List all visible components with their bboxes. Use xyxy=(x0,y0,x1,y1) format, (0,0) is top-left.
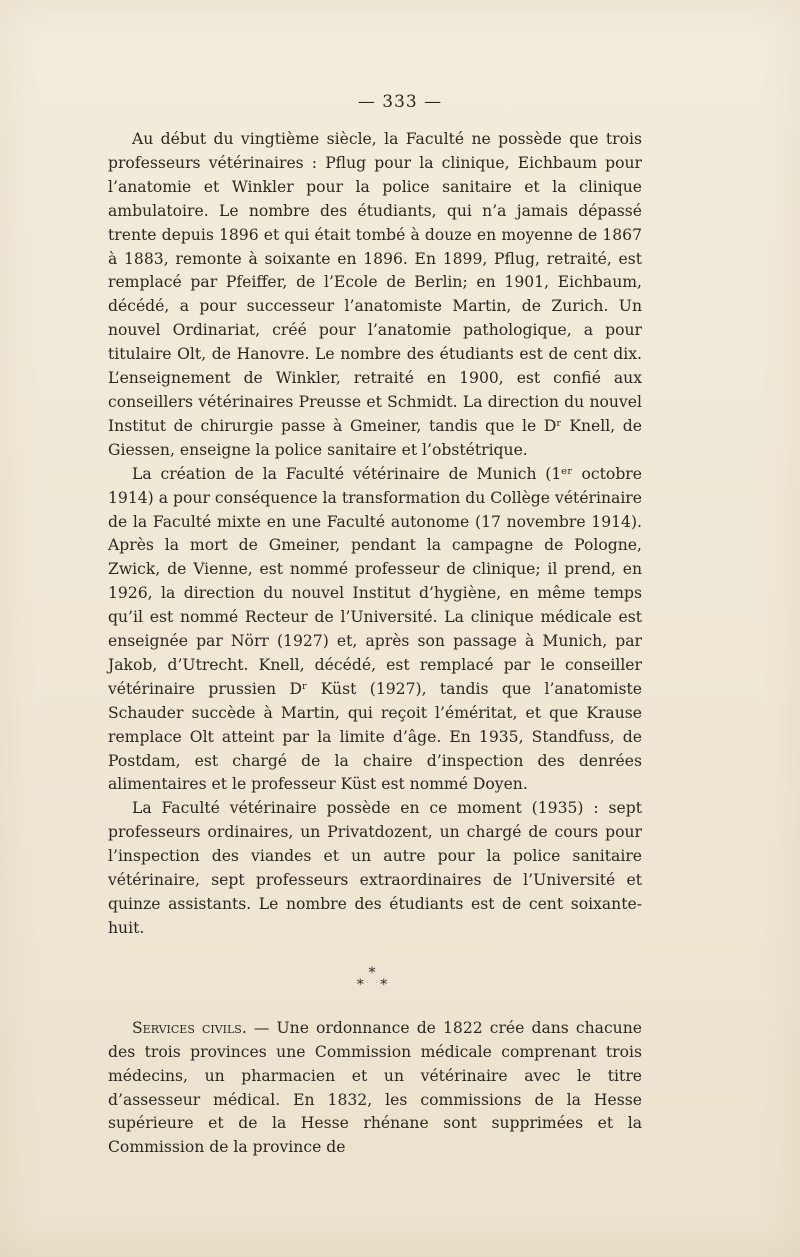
section-heading: Services civils. xyxy=(132,1018,247,1037)
asterism-top: * xyxy=(368,964,382,981)
page-number: — 333 — xyxy=(357,92,443,112)
section-separator xyxy=(108,964,642,993)
section-paragraph xyxy=(108,1017,642,1160)
paragraph: La création de la Faculté vétérinaire de Munich (1ᵉʳ octobre 1914) a pour conséquence la transformation du Collège vétérinaire de la Faculté mixte en une Faculté autonome (17 novembre 1914). Après la mort de Gmeiner, pendant la campagne de Pologne, Zwick, de Vienne, est nommé professeur de clinique; il prend, en 1926, la direction du nouvel Institut d’hygiène, en même temps qu’il est nommé Recteur de l’Université. La clinique médicale est enseignée par Nörr (1927) et, après son passage à Munich, par Jakob, d’Utrecht. Knell, décédé, est remplacé par le conseiller vétérinaire prussien Dʳ Küst (1927), tandis que l’anatomiste Schauder succède à Martin, qui reçoit l’éméritat, et que Krause remplace Olt atteint par la limite d’âge. En 1935, Standfuss, de Postdam, est chargé de la chaire d’inspection des denrées alimentaires et le professeur Küst est nommé Doyen. xyxy=(108,464,642,794)
body-text xyxy=(108,128,642,1160)
section-text: — Une ordonnance de 1822 crée dans chacune des trois provinces une Commission médicale comprenant trois médecins, un pharmacien et un vétérinaire avec le titre d’assesseur médical. En 1832, les commissions de la Hesse supérieure et de la Hesse rhénane sont supprimées et la Commission de la province de xyxy=(108,1018,642,1157)
paragraph: Au début du vingtième siècle, la Faculté ne possède que trois professeurs vétérinaires : Pflug pour la clinique, Eichbaum pour l’anatomie et Winkler pour la police sanitaire et la clinique ambulatoire. Le nombre des étudiants, qui n’a jamais dépassé trente depuis 1896 et qui était tombé à douze en moyenne de 1867 à 1883, remonte à soixante en 1896. En 1899, Pflug, retraité, est remplacé par Pfeiffer, de l’Ecole de Berlin; en 1901, Eichbaum, décédé, a pour successeur l’anatomiste Martin, de Zurich. Un nouvel Ordinariat, créé pour l’anatomie pathologique, a pour titulaire Olt, de Hanovre. Le nombre des étudiants est de cent dix. L’enseignement de Winkler, retraité en 1900, est confié aux conseillers vétérinaires Preusse et Schmidt. La direction du nouvel Institut de chirurgie passe à Gmeiner, tandis que le Dʳ Knell, de Giessen, enseigne la police sanitaire et l’obstétrique. xyxy=(108,130,642,459)
asterism-bottom: * * xyxy=(356,976,394,993)
paragraph: La Faculté vétérinaire possède en ce moment (1935) : sept professeurs ordinaires, un Privatdozent, un chargé de cours pour l’inspection des viandes et un autre pour la police sanitaire vétérinaire, sept professeurs extraordinaires de l’Université et quinze assistants. Le nombre des étudiants est de cent soixante-huit. xyxy=(108,799,642,937)
